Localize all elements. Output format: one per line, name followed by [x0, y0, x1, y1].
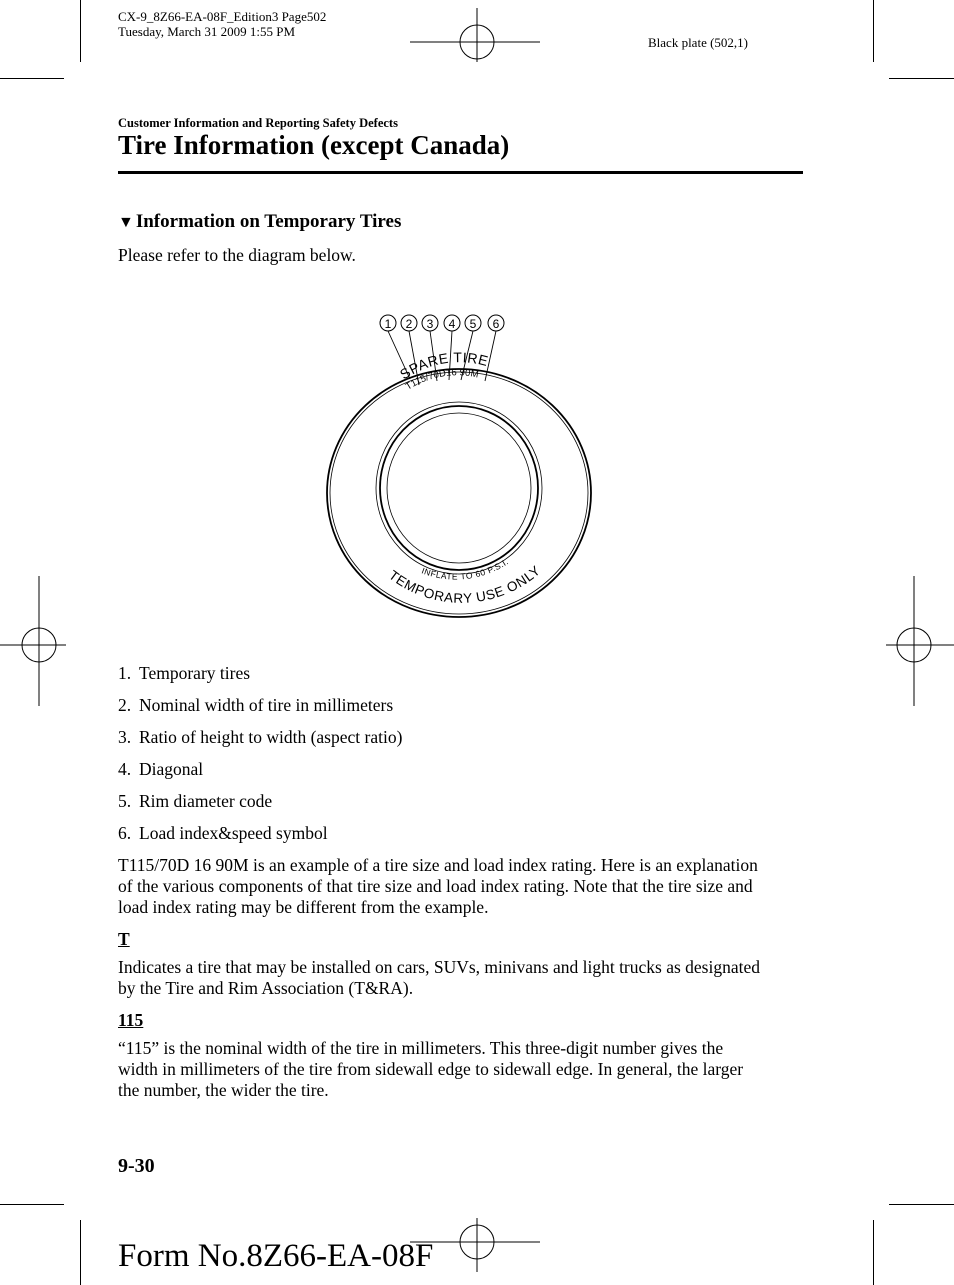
section-label: Customer Information and Reporting Safety Defects [118, 116, 398, 130]
callout-3 [422, 315, 438, 331]
term-115-heading: 115 [118, 1010, 144, 1030]
callout-3-label: 3 [426, 317, 434, 331]
callout-2-label: 2 [405, 317, 413, 331]
list-item-number: 4. [118, 759, 132, 779]
form-number: Form No.8Z66-EA-08F [118, 1238, 434, 1274]
tire-diagram [318, 305, 603, 625]
print-header [118, 9, 326, 39]
explanation-line: load index rating may be different from the example. [118, 897, 489, 917]
term-t-heading: T [118, 929, 130, 949]
subheading [118, 211, 401, 233]
list-item-text: Rim diameter code [139, 791, 273, 811]
explanation-paragraph [118, 855, 808, 918]
callout-5-label: 5 [469, 317, 477, 331]
list-item-text: Load index&speed symbol [139, 823, 328, 843]
triangle-down-icon: ▼ [118, 214, 134, 231]
callout-2 [401, 315, 417, 331]
list-item-number: 2. [118, 695, 132, 715]
intro-text: Please refer to the diagram below. [118, 245, 356, 265]
term-t-line: by the Tire and Rim Association (T&RA). [118, 978, 414, 998]
term-115-description [118, 1038, 808, 1101]
list-item-number: 3. [118, 727, 132, 747]
term-t-line: Indicates a tire that may be installed on cars, SUVs, minivans and light trucks as designated [118, 957, 760, 977]
list-item-text: Temporary tires [139, 663, 251, 683]
temporary-use-label: TEMPORARY USE ONLY [386, 562, 544, 606]
list-item-number: 1. [118, 663, 132, 683]
page-title: Tire Information (except Canada) [118, 130, 510, 160]
list-item-number: 6. [118, 823, 132, 843]
registration-mark-top [410, 0, 545, 70]
callout-5 [465, 315, 481, 331]
spare-tire-label: SPARE TIRE [396, 349, 491, 383]
term-115-line: the number, the wider the tire. [118, 1080, 329, 1100]
callout-6-label: 6 [492, 317, 500, 331]
print-header-line1: CX-9_8Z66-EA-08F_Edition3 Page502 [118, 9, 327, 24]
list-item-number: 5. [118, 791, 132, 811]
explanation-line: of the various components of that tire size and load index rating. Note that the tire size and [118, 876, 753, 896]
list-item-text: Diagonal [139, 759, 204, 779]
print-header-line2: Tuesday, March 31 2009 1:55 PM [118, 24, 296, 39]
term-t-description [118, 957, 808, 999]
title-rule [118, 171, 803, 174]
tire-size-label: T115/70D16 90M [403, 367, 480, 393]
explanation-line: T115/70D 16 90M is an example of a tire size and load index rating. Here is an explanation [118, 855, 758, 875]
list-item [118, 791, 272, 812]
list-item [118, 759, 203, 780]
list-item [118, 663, 250, 684]
list-item [118, 695, 393, 716]
callout-4 [444, 315, 460, 331]
registration-mark-left [0, 570, 70, 710]
term-115-line: “115” is the nominal width of the tire in millimeters. This three-digit number gives the [118, 1038, 724, 1058]
list-item [118, 727, 402, 748]
list-item-text: Ratio of height to width (aspect ratio) [139, 727, 403, 747]
term-115-line: width in millimeters of the tire from sidewall edge to sidewall edge. In general, the larger [118, 1059, 744, 1079]
plate-label: Black plate (502,1) [648, 35, 748, 50]
subheading-text: Information on Temporary Tires [135, 211, 402, 232]
page-number: 9-30 [118, 1155, 155, 1177]
callout-numbers [380, 315, 504, 331]
callout-1 [380, 315, 396, 331]
callout-1-label: 1 [384, 317, 392, 331]
inflate-label: INFLATE TO 60 P.S.I. [420, 556, 511, 582]
list-item [118, 823, 328, 844]
registration-mark-right [884, 570, 954, 710]
list-item-text: Nominal width of tire in millimeters [139, 695, 394, 715]
callout-4-label: 4 [448, 317, 456, 331]
callout-6 [488, 315, 504, 331]
